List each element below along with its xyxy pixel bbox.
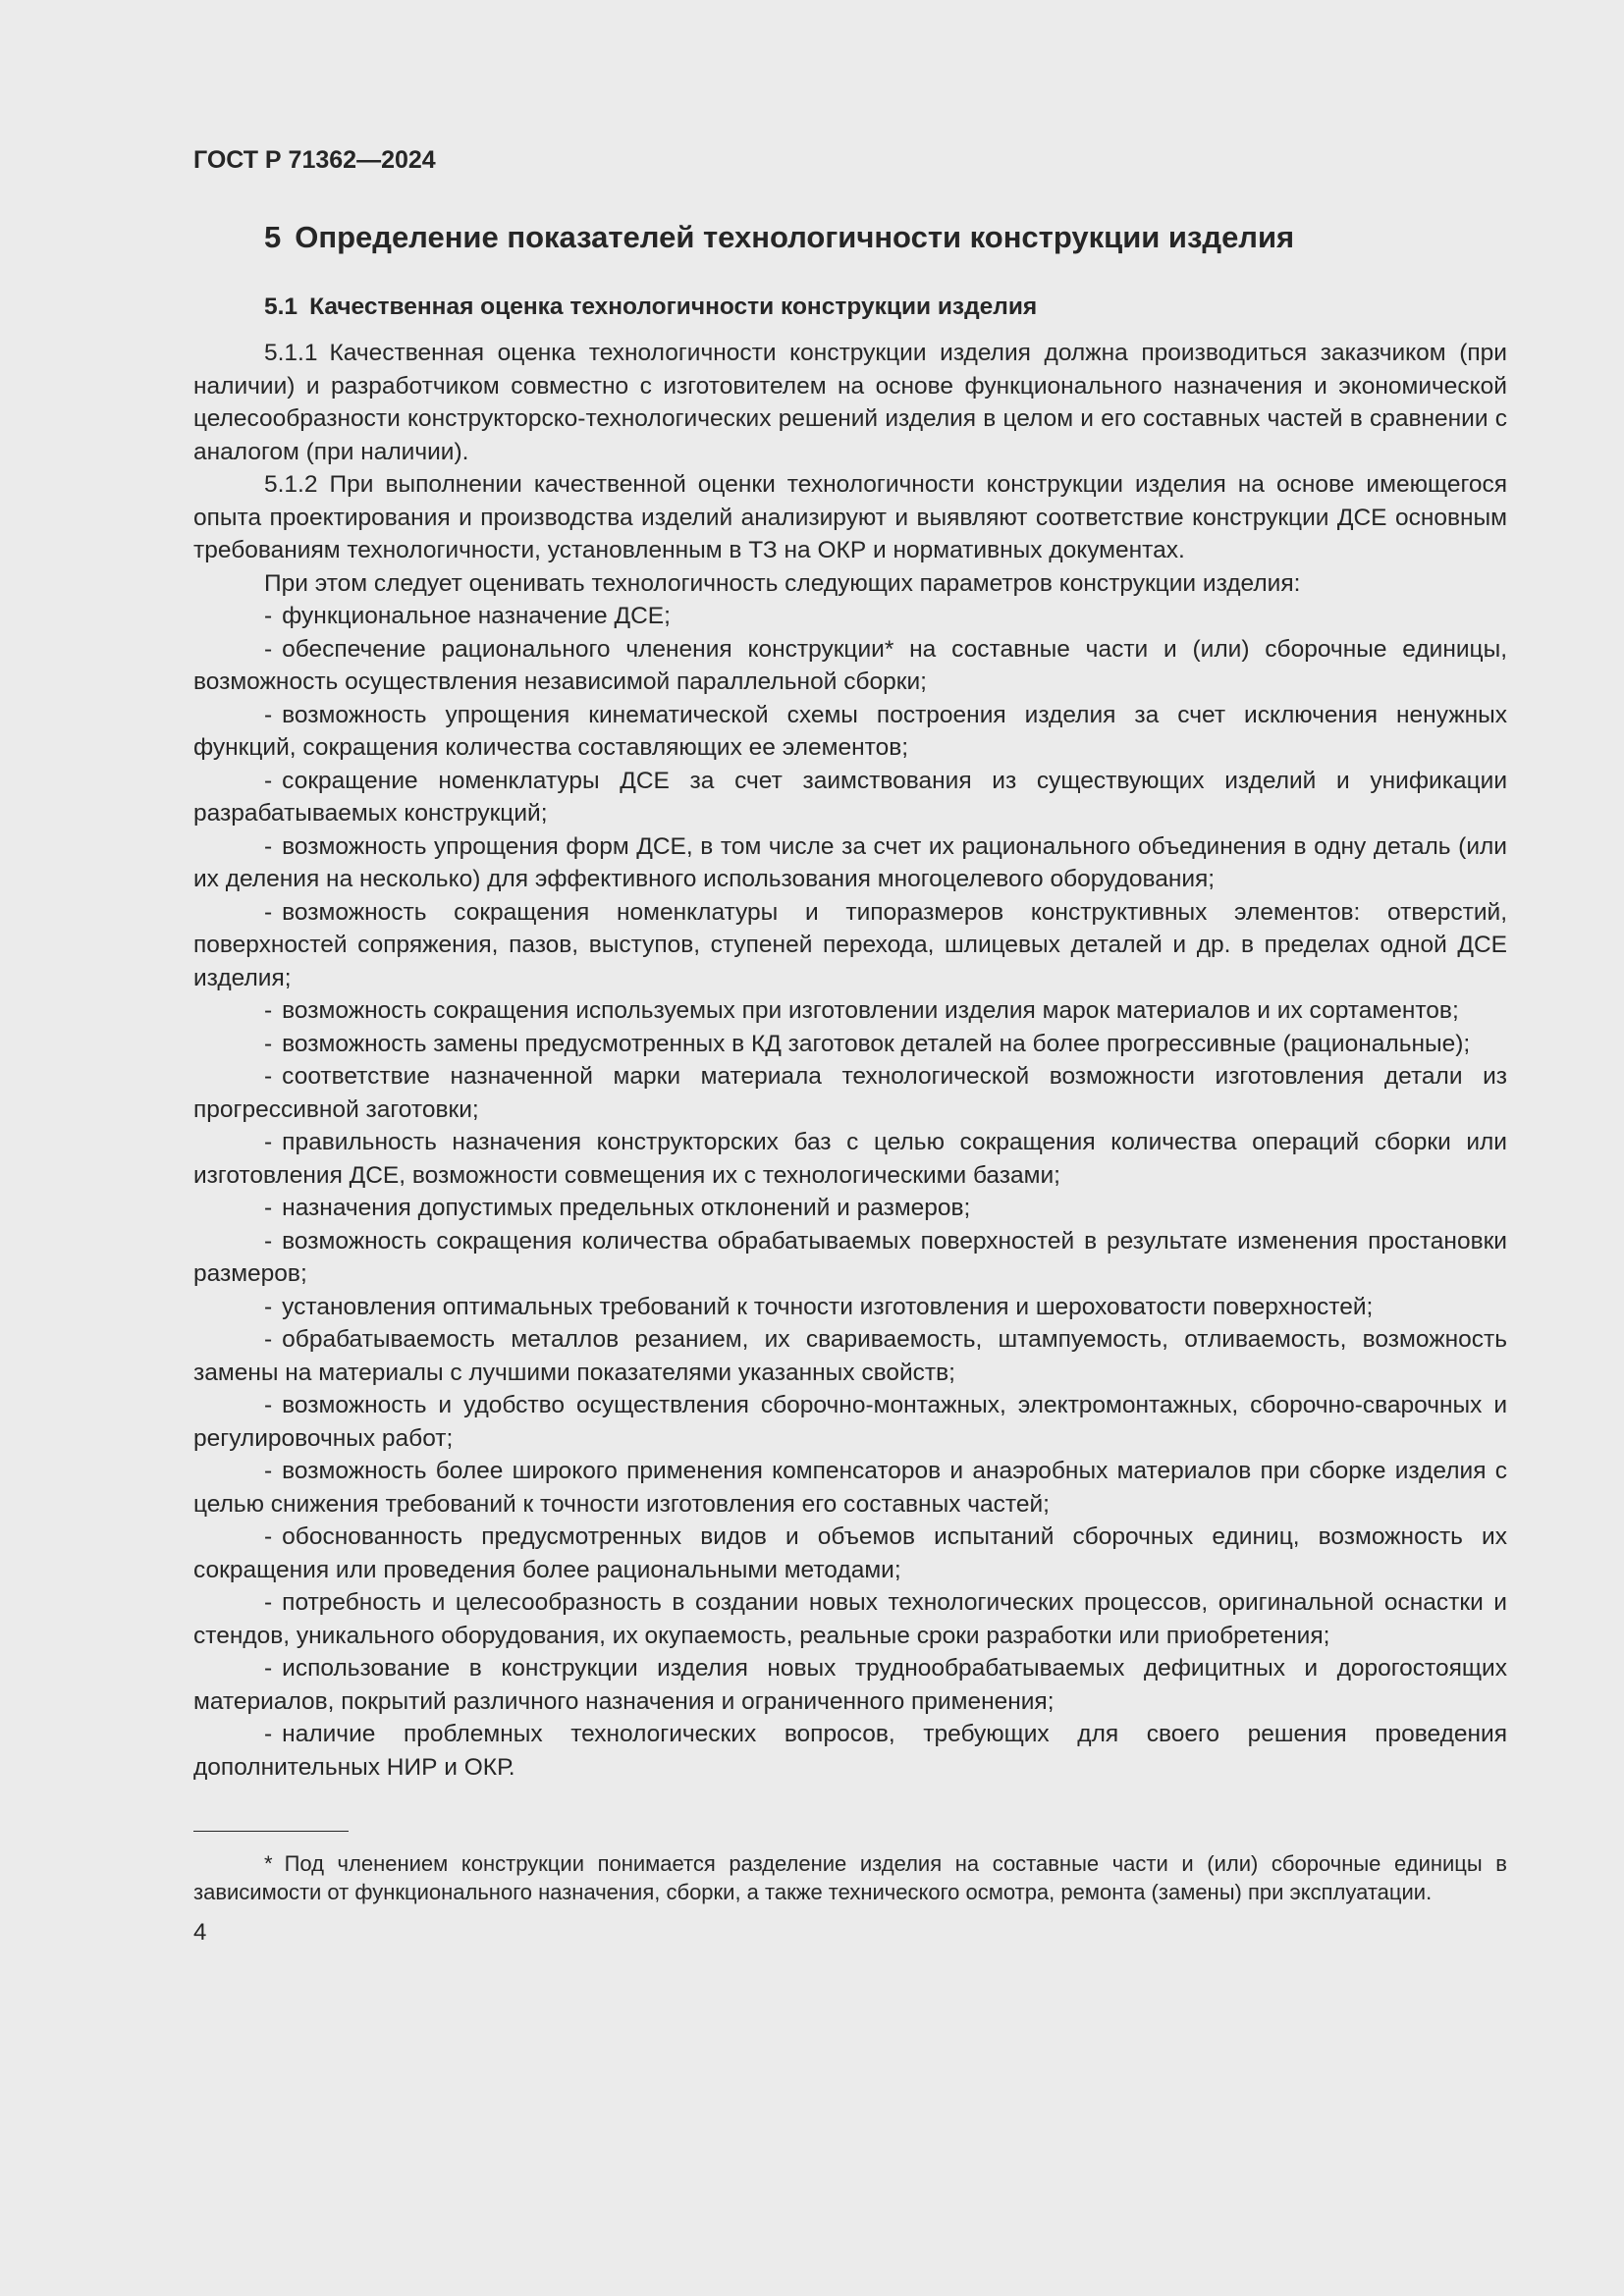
list-dash: - bbox=[264, 1458, 273, 1484]
list-item-text: возможность замены предусмотренных в КД заготовок деталей на более прогрессивные (рациональные); bbox=[282, 1030, 1471, 1057]
list-item bbox=[193, 1291, 1507, 1324]
list-item bbox=[193, 1192, 1507, 1225]
list-item-text: возможность упрощения кинематической схемы построения изделия за счет исключения ненужных функций, сокращения количества составляющих ее элементов; bbox=[193, 701, 1507, 761]
list-item bbox=[193, 699, 1507, 765]
subsection-title: Качественная оценка технологичности конструкции изделия bbox=[309, 294, 1038, 320]
paragraph-number: 5.1.1 bbox=[264, 340, 318, 366]
paragraph-number: 5.1.2 bbox=[264, 471, 318, 498]
list-dash: - bbox=[264, 997, 273, 1024]
list-dash: - bbox=[264, 701, 273, 728]
list-dash: - bbox=[264, 1392, 273, 1418]
list-dash: - bbox=[264, 1129, 273, 1155]
list-item-text: обрабатываемость металлов резанием, их свариваемость, штампуемость, отливаемость, возможность замены на материалы с лучшими показателями указанных свойств; bbox=[193, 1326, 1507, 1386]
list-dash: - bbox=[264, 1227, 273, 1255]
list-item bbox=[193, 1718, 1507, 1784]
list-item bbox=[193, 633, 1507, 699]
list-dash: - bbox=[264, 1195, 273, 1221]
list-item bbox=[193, 1323, 1507, 1389]
section-heading bbox=[193, 218, 1507, 257]
list-item-text: обеспечение рационального членения конструкции* на составные части и (или) сборочные единицы, возможность осуществления независимой параллельной сборки; bbox=[193, 635, 1507, 695]
paragraph-5-1-2 bbox=[193, 468, 1507, 567]
subsection-heading bbox=[193, 291, 1507, 323]
list-item-text: возможность упрощения форм ДСЕ, в том числе за счет их рационального объединения в одну деталь (или их деления на несколько) для эффективного использования многоцелевого оборудования; bbox=[193, 832, 1507, 892]
list-intro: При этом следует оценивать технологичность следующих параметров конструкции изделия: bbox=[264, 569, 1301, 597]
list-item-text: соответствие назначенной марки материала технологической возможности изготовления детали из прогрессивной заготовки; bbox=[193, 1063, 1507, 1123]
list-item-text: возможность сокращения количества обрабатываемых поверхностей в результате изменения простановки размеров; bbox=[193, 1227, 1507, 1287]
list-item bbox=[193, 1455, 1507, 1521]
list-item-text: возможность сокращения номенклатуры и типоразмеров конструктивных элементов: отверстий, поверхностей сопряжения, пазов, выступов, ступеней перехода, шлицевых деталей и др. в пределах одной ДСЕ изделия; bbox=[193, 898, 1507, 991]
list-item bbox=[193, 994, 1507, 1028]
paragraph-5-1-1 bbox=[193, 337, 1507, 468]
list-item-text: возможность и удобство осуществления сборочно-монтажных, электромонтажных, сборочно-сварочных и регулировочных работ; bbox=[193, 1392, 1507, 1452]
body-text bbox=[193, 337, 1507, 1784]
list-dash: - bbox=[264, 1030, 273, 1057]
list-item bbox=[193, 1126, 1507, 1192]
list-item-text: наличие проблемных технологических вопросов, требующих для своего решения проведения дополнительных НИР и ОКР. bbox=[193, 1721, 1507, 1781]
document-code: ГОСТ Р 71362—2024 bbox=[193, 146, 436, 174]
footnote bbox=[193, 1849, 1507, 1906]
list-item-text: сокращение номенклатуры ДСЕ за счет заимствования из существующих изделий и унификации разрабатываемых конструкций; bbox=[193, 767, 1507, 827]
section-title: Определение показателей технологичности конструкции изделия bbox=[295, 220, 1295, 254]
list-item-text: установления оптимальных требований к точности изготовления и шероховатости поверхностей; bbox=[282, 1293, 1374, 1320]
list-item bbox=[193, 1521, 1507, 1586]
list-dash: - bbox=[264, 603, 273, 629]
paragraph-text: Качественная оценка технологичности конструкции изделия должна производиться заказчиком (при наличии) и разработчиком совместно с изготовителем на основе функционального назначения и экономической целесообразности конструкторско-технологических решений изделия в целом и его составных частей в сравнении с аналогом (при наличии). bbox=[193, 340, 1507, 465]
list-item bbox=[193, 600, 1507, 633]
list-dash: - bbox=[264, 832, 273, 860]
list-item bbox=[193, 1389, 1507, 1455]
list-dash: - bbox=[264, 898, 273, 926]
document-page bbox=[193, 145, 1507, 1948]
list-item bbox=[193, 1028, 1507, 1061]
list-dash: - bbox=[264, 1721, 273, 1747]
list-item-text: обоснованность предусмотренных видов и объемов испытаний сборочных единиц, возможность их сокращения или проведения более рациональными методами; bbox=[193, 1523, 1507, 1583]
footnote-mark: * bbox=[264, 1851, 273, 1876]
list-dash: - bbox=[264, 1326, 273, 1353]
list-item bbox=[193, 896, 1507, 995]
list-item bbox=[193, 1652, 1507, 1718]
list-item-text: возможность сокращения используемых при изготовлении изделия марок материалов и их сортаментов; bbox=[282, 997, 1459, 1024]
paragraph-text: При выполнении качественной оценки технологичности конструкции изделия на основе имеющегося опыта проектирования и производства изделий анализируют и выявляют соответствие конструкции ДСЕ основным требованиям технологичности, установленным в ТЗ на ОКР и нормативных документах. bbox=[193, 471, 1507, 563]
footnote-divider bbox=[193, 1831, 349, 1832]
list-item bbox=[193, 1586, 1507, 1652]
list-item-text: назначения допустимых предельных отклонений и размеров; bbox=[282, 1195, 971, 1221]
footnote-text: Под членением конструкции понимается разделение изделия на составные части и (или) сборочные единицы в зависимости от функционального назначения, сборки, а также технического осмотра, ремонта (замены) при эксплуатации. bbox=[193, 1851, 1507, 1904]
list-item-text: правильность назначения конструкторских баз с целью сокращения количества операций сборки или изготовления ДСЕ, возможности совмещения их с технологическими базами; bbox=[193, 1129, 1507, 1189]
list-dash: - bbox=[264, 1655, 273, 1682]
section-number: 5 bbox=[264, 220, 282, 254]
list-item bbox=[193, 1060, 1507, 1126]
list-item-text: возможность более широкого применения компенсаторов и анаэробных материалов при сборке изделия с целью снижения требований к точности изготовления его составных частей; bbox=[193, 1458, 1507, 1518]
list-dash: - bbox=[264, 635, 273, 663]
list-item-text: использование в конструкции изделия новых труднообрабатываемых дефицитных и дорогостоящих материалов, покрытий различного назначения и ограниченного применения; bbox=[193, 1655, 1507, 1715]
list-dash: - bbox=[264, 1589, 273, 1616]
list-item bbox=[193, 765, 1507, 830]
page-number: 4 bbox=[193, 1919, 207, 1946]
list-item bbox=[193, 830, 1507, 896]
list-item-text: потребность и целесообразность в создании новых технологических процессов, оригинальной оснастки и стендов, уникального оборудования, их окупаемость, реальные сроки разработки или приобретения; bbox=[193, 1589, 1507, 1649]
list-dash: - bbox=[264, 1063, 273, 1090]
subsection-number: 5.1 bbox=[264, 294, 298, 320]
list-item-text: функциональное назначение ДСЕ; bbox=[282, 603, 671, 629]
list-dash: - bbox=[264, 1523, 273, 1550]
list-item bbox=[193, 1225, 1507, 1291]
parameter-list bbox=[193, 600, 1507, 1784]
list-dash: - bbox=[264, 767, 273, 794]
list-dash: - bbox=[264, 1293, 273, 1320]
